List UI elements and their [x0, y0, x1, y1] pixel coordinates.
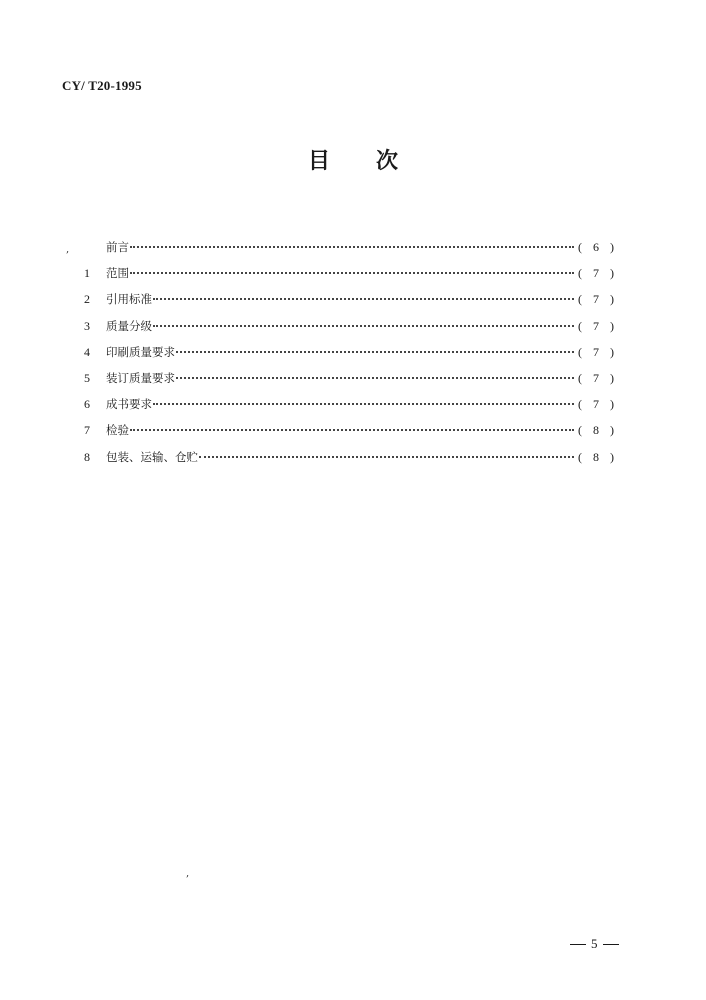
leader-dots — [153, 297, 574, 300]
toc-entry-number: 7 — [84, 423, 90, 438]
toc-list — [84, 239, 614, 475]
dash-left — [570, 944, 586, 945]
toc-title — [0, 148, 706, 174]
leader-dots — [176, 350, 574, 353]
leader-dots — [153, 402, 574, 405]
toc-entry-label: 装订质量要求 — [106, 370, 175, 385]
stray-mark: , — [66, 244, 70, 255]
toc-entry-label: 质量分级 — [106, 318, 152, 333]
toc-entry-page: ( 8 ) — [578, 423, 614, 438]
leader-dots — [130, 245, 574, 248]
toc-entry-number: 4 — [84, 344, 90, 359]
toc-entry-number: 6 — [84, 397, 90, 412]
toc-entry-page: ( 6 ) — [578, 240, 614, 254]
standard-code: CY/ T20-1995 — [62, 78, 142, 93]
toc-entry[interactable] — [84, 344, 614, 370]
toc-entry[interactable] — [84, 318, 614, 344]
toc-title-char-2: 次 — [376, 148, 399, 174]
toc-entry-number: 1 — [84, 266, 90, 281]
toc-entry-number: 8 — [84, 449, 90, 464]
toc-entry-number: 3 — [84, 318, 90, 333]
toc-entry-label: 成书要求 — [106, 397, 152, 412]
leader-dots — [153, 324, 574, 327]
toc-entry-page: ( 7 ) — [578, 318, 614, 333]
toc-entry-label: 检验 — [106, 423, 129, 438]
toc-entry-number: 5 — [84, 370, 90, 385]
leader-dots — [130, 428, 574, 431]
toc-entry[interactable] — [84, 396, 614, 422]
dash-right — [603, 944, 619, 945]
toc-entry-label: 前言 — [106, 240, 129, 254]
toc-entry[interactable] — [84, 265, 614, 291]
toc-entry[interactable] — [84, 449, 614, 475]
page-number — [565, 936, 624, 952]
toc-entry[interactable] — [84, 239, 614, 265]
toc-entry-number: 2 — [84, 292, 90, 307]
toc-entry-page: ( 7 ) — [578, 344, 614, 359]
toc-entry-page: ( 8 ) — [578, 449, 614, 464]
toc-entry-page: ( 7 ) — [578, 266, 614, 281]
toc-entry-label: 印刷质量要求 — [106, 344, 175, 359]
toc-entry[interactable] — [84, 422, 614, 448]
toc-title-char-1: 目 — [307, 148, 330, 174]
stray-mark: , — [186, 868, 190, 879]
leader-dots — [130, 271, 574, 274]
toc-entry-page: ( 7 ) — [578, 370, 614, 385]
leader-dots — [199, 455, 574, 458]
leader-dots — [176, 376, 574, 379]
toc-entry-label: 引用标准 — [106, 292, 152, 307]
page-number-value: 5 — [591, 936, 598, 951]
toc-entry[interactable] — [84, 291, 614, 317]
toc-entry-label: 范围 — [106, 266, 129, 281]
toc-entry-page: ( 7 ) — [578, 292, 614, 307]
toc-entry-page: ( 7 ) — [578, 397, 614, 412]
toc-entry[interactable] — [84, 370, 614, 396]
toc-entry-label: 包装、运输、仓贮 — [106, 449, 198, 464]
